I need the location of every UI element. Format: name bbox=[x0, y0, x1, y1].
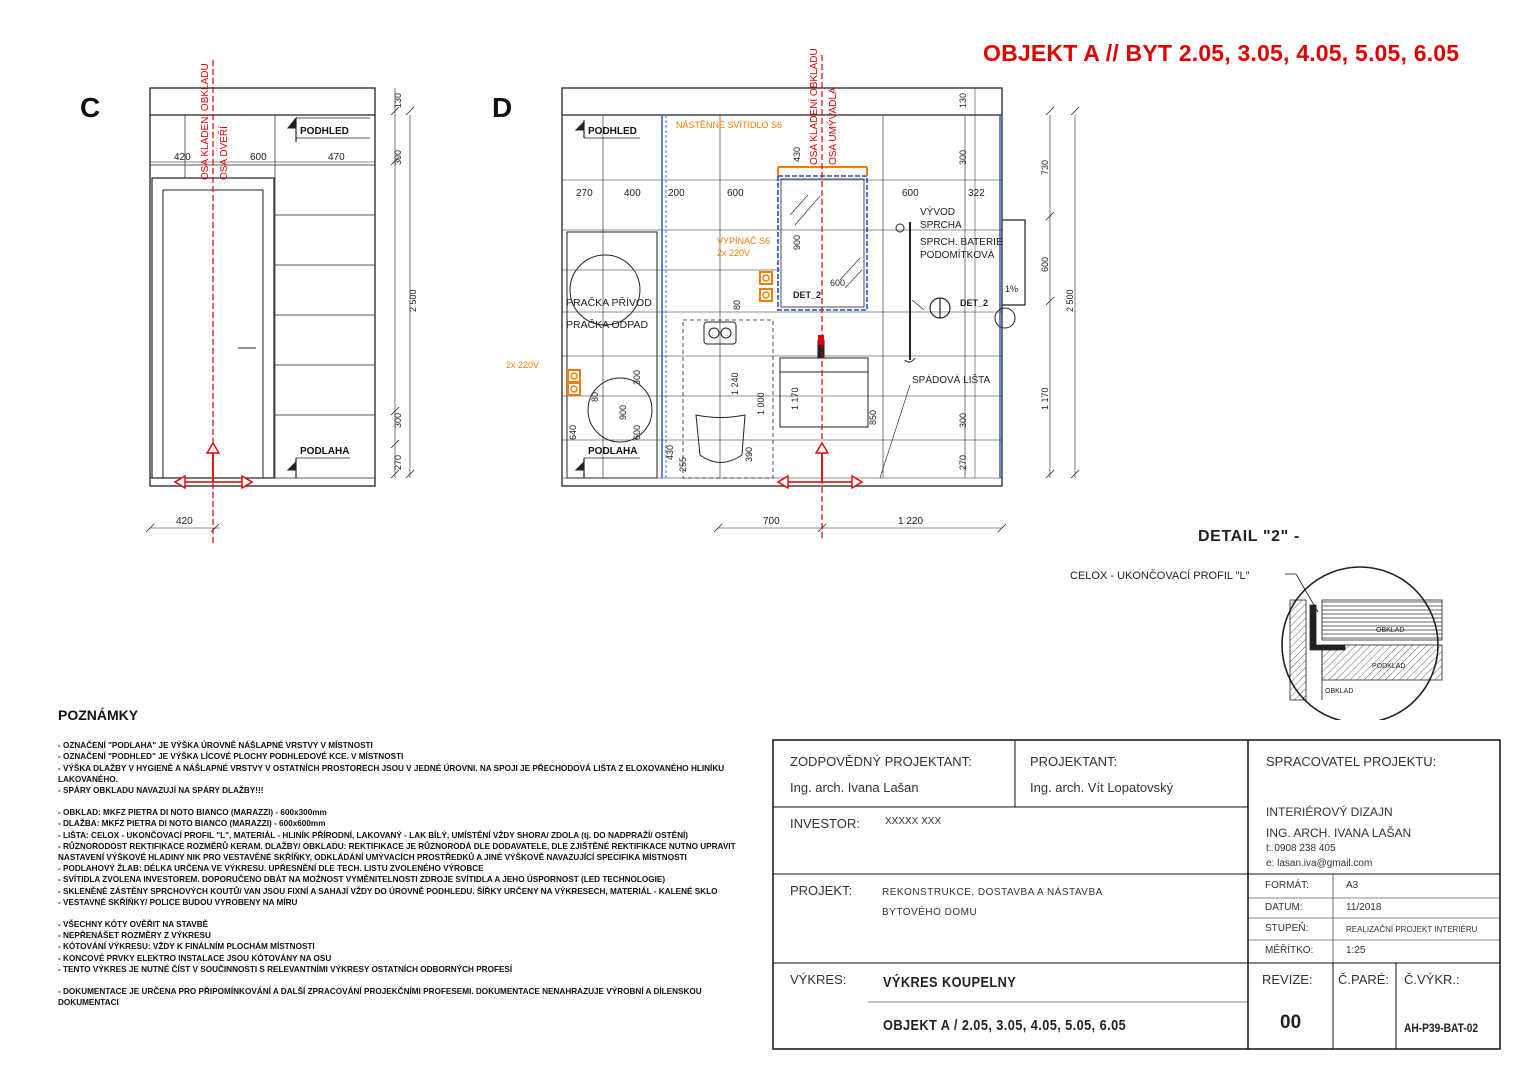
view-d-dim-12: 255 bbox=[678, 456, 688, 472]
view-d-dim-outer-3: 2 500 bbox=[1065, 289, 1075, 312]
tb-vykres-sub: OBJEKT A / 2.05, 3.05, 4.05, 5.05, 6.05 bbox=[883, 1017, 1127, 1034]
tb-zprac-line2: ING. ARCH. IVANA LAŠAN bbox=[1266, 826, 1412, 840]
view-d-dim-outer-4: 1 170 bbox=[1040, 387, 1050, 410]
view-c-axis-label-1: OSA KLADENÍ OBKLADU bbox=[200, 63, 211, 180]
notes-block-3: - VŠECHNY KÓTY OVĚŘIT NA STAVBĚ - NEPŘENÁŠET ROZMĚRY Z VÝKRESU - KÓTOVÁNÍ VÝKRESU: VŽDY K FINÁLNÍM PLOCHÁM MÍSTNOSTI - KONCOVÉ PRVKY ELEKTRO INSTALACE JSOU KÓTOVÁNY NA OSU - TENTO VÝKRES JE NUTNÉ ČÍST V SOUČINNOSTI S RELEVANTNÍMI VÝKRESY OSTATNÍCH ODBORNÝCH PROFESÍ bbox=[58, 920, 513, 974]
view-d-dim-2: 900 bbox=[792, 234, 802, 250]
detail-obklad-label: OBKLAD bbox=[1376, 627, 1405, 634]
tb-zprac-email: e: lasan.iva@gmail.com bbox=[1266, 858, 1373, 869]
view-d-socket-voltage: 2x 220V bbox=[506, 360, 540, 370]
view-d-baterie: SPRCH. BATERIE bbox=[920, 237, 1003, 248]
view-d-dim-14: 430 bbox=[665, 444, 675, 460]
view-c-dim-right-2: 300 bbox=[393, 149, 403, 165]
tb-revize-label: REVIZE: bbox=[1262, 972, 1313, 987]
view-d-dim-bottom-2: 1 220 bbox=[898, 516, 924, 527]
view-c-dim-top-2: 600 bbox=[250, 152, 267, 163]
sheet-title: OBJEKT A // BYT 2.05, 3.05, 4.05, 5.05, 6.05 bbox=[983, 40, 1460, 66]
tb-pare-label: Č.PARÉ: bbox=[1338, 972, 1390, 987]
tb-vykres-label: VÝKRES: bbox=[790, 972, 847, 987]
view-d-dim-18: 270 bbox=[958, 454, 968, 470]
notes-block-1: - OZNAČENÍ "PODLAHA" JE VÝŠKA ÚROVNĚ NÁŠLAPNÉ VRSTVY V MÍSTNOSTI - OZNAČENÍ "PODHLED" JE VÝŠKA LÍCOVÉ PLOCHY PODHLEDOVÉ KCE. V MÍSTNOSTI - VÝŠKA DLAŽBY V HYGIENĚ A NÁŠLAPNÉ VRSTVY V OSTATNÍCH PROSTORECH JSOU V JEDNÉ ÚROVNI. NA SPOJI JE PŘECHODOVÁ LIŠTA Z ELOXOVANÉHO HLINÍKU LAKOVANÉHO. - SPÁRY OBKLADU NAVAZUJÍ NA SPÁRY DLAŽBY!!! bbox=[58, 741, 725, 796]
view-d-podlaha-tag: PODLAHA bbox=[588, 446, 638, 457]
view-d-axis-label-2: OSA UMÝVADLA bbox=[828, 87, 839, 165]
tb-vykres-value: VÝKRES KOUPELNY bbox=[883, 974, 1017, 991]
view-d-det2-left: DET_2 bbox=[793, 290, 822, 300]
view-d-svitidlo-label: NÁSTĚNNÉ SVÍTIDLO S6 bbox=[676, 120, 783, 130]
tb-stupen-label: STUPEŇ: bbox=[1265, 923, 1309, 934]
notes-block-2: - OBKLAD: MKFZ PIETRA DI NOTO BIANCO (MARAZZI) - 600x300mm - DLAŽBA: MKFZ PIETRA DI NOTO BIANCO (MARAZZI) - 600x600mm - LIŠTA: CELOX - UKONČOVACÍ PROFIL "L", MATERIÁL - HLINÍK PŘÍRODNÍ, LAKOVANÝ - LAK BÍLÝ, UMÍSTĚNÍ VŽDY SHORA/ ZDOLA (tj. DO NADPRAŽÍ/ OSTĚNÍ) - RŮZNORODOST REKTIFIKACE ROZMĚRŮ KERAM. DLAŽBY/ OBKLADU: REKTIFIKACE JE RŮZNORODÁ DLE DODAVATELE, DLE ZJIŠTĚNÉ REKTIFIKACE NUTNO UPRAVIT NASTAVENÍ VÝŠKOVÉ HLADINY NIK PRO VESTAVĚNÉ SKŘÍŇKY, ODKLÁDÁNÍ UMÝVACÍCH PROSTŘEDKŮ A JINÉ VÝŠKOVĚ NAVAZUJÍCÍ SPECIFIKA MÍSTNOSTI - PODLAHOVÝ ŽLAB: DÉLKA URČENA VE VÝKRESU. UPŘESNĚNÍ DLE TECH. LISTU ZVOLENÉHO VÝROBCE - SVÍTIDLA ZVOLENA INVESTOREM. DOPORUČENO DBÁT NA MOŽNOST VYMĚNITELNOSTI ZDROJE SVÍTIDLA A JEHO ÚSPORNOST (LED TECHNOLOGIE) - SKLENĚNÉ ZÁSTĚNY SPRCHOVÝCH KOUTŮ/ VAN JSOU FIXNÍ A SAHAJÍ VŽDY DO ÚROVNĚ PODHLEDU. ŠÍŘKY URČENY NA VÝKRESECH, MATERIÁL - KALENÉ SKLO - VESTAVNÉ SKŘÍŇKY/ POLICE BUDOU VYROBENY NA MÍRU bbox=[58, 808, 736, 907]
view-d-podomitkova: PODOMÍTKOVÁ bbox=[920, 250, 995, 261]
view-d-pracka-privod: PRAČKA PŘÍVOD bbox=[566, 297, 652, 309]
tb-datum-value: 11/2018 bbox=[1346, 902, 1382, 913]
view-d-pracka-odpad: PRAČKA ODPAD bbox=[566, 319, 649, 331]
view-d-dim-8: 600 bbox=[632, 424, 642, 440]
view-d-dim-1: 430 bbox=[792, 146, 802, 162]
view-c-axis-label-2: OSA DVEŘÍ bbox=[219, 126, 230, 180]
tb-cvykr-label: Č.VÝKR.: bbox=[1404, 972, 1460, 987]
tb-format-label: FORMÁT: bbox=[1265, 880, 1309, 891]
view-d-dim-top-2: 400 bbox=[624, 188, 641, 199]
view-c-dim-right-5: 270 bbox=[393, 454, 403, 470]
notes-block-4: - DOKUMENTACE JE URČENA PRO PŘIPOMÍNKOVÁNÍ A DALŠÍ ZPRACOVÁNÍ PROJEKČNÍMI PROFESEMI. DOKUMENTACE NENAHRAZUJE VÝROBNÍ A DÍLENSKOU DOKUMENTACI bbox=[58, 987, 702, 1008]
view-d-dim-top-3: 200 bbox=[668, 188, 685, 199]
detail-callout: CELOX - UKONČOVACÍ PROFIL "L" bbox=[1070, 570, 1250, 582]
tb-projekt-line1: REKONSTRUKCE, DOSTAVBA A NÁSTAVBA bbox=[882, 887, 1103, 898]
view-d-dim-6: 640 bbox=[568, 424, 578, 440]
detail-title: DETAIL "2" - bbox=[1198, 528, 1300, 545]
tb-stupen-value: REALIZAČNÍ PROJEKT INTERIÉRU bbox=[1346, 925, 1478, 934]
view-c-podhled-tag: PODHLED bbox=[300, 126, 349, 137]
view-d-slope: 1% bbox=[1005, 284, 1019, 294]
notes-title: POZNÁMKY bbox=[58, 707, 139, 723]
view-d-axis-label-1: OSA KLADENÍ OBKLADU bbox=[809, 48, 820, 165]
tb-investor-value: XXXXX XXX bbox=[885, 816, 942, 827]
view-c-letter: C bbox=[80, 92, 101, 123]
view-d-dim-3: 600 bbox=[830, 278, 846, 288]
tb-zodp-value: Ing. arch. Ivana Lašan bbox=[790, 780, 919, 795]
tb-meritko-label: MĚŘÍTKO: bbox=[1265, 945, 1314, 956]
view-d-podhled-tag: PODHLED bbox=[588, 126, 637, 137]
tb-projekt-label: PROJEKT: bbox=[790, 883, 853, 898]
tb-projekt-line2: BYTOVÉHO DOMU bbox=[882, 907, 978, 918]
view-d-dim-bottom-1: 700 bbox=[763, 516, 780, 527]
tb-zprac-label: SPRACOVATEL PROJEKTU: bbox=[1266, 754, 1437, 769]
view-c-dim-bottom: 420 bbox=[176, 516, 193, 527]
view-d-spadova: SPÁDOVÁ LIŠTA bbox=[912, 375, 991, 386]
view-d-det2-right: DET_2 bbox=[960, 298, 989, 308]
detail-podklad-label: PODKLAD bbox=[1372, 663, 1406, 670]
tb-zodp-label: ZODPOVĚDNÝ PROJEKTANT: bbox=[790, 754, 972, 769]
view-d-dim-13: 390 bbox=[744, 446, 754, 462]
view-d-vypinac-voltage: 2x 220V bbox=[717, 248, 751, 258]
view-d-vypinac-label: VYPÍNAČ S6 bbox=[717, 236, 771, 246]
view-d-dim-20: 130 bbox=[958, 92, 968, 108]
tb-investor-label: INVESTOR: bbox=[790, 816, 860, 831]
tb-datum-label: DATUM: bbox=[1265, 902, 1303, 913]
view-c-podlaha-tag: PODLAHA bbox=[300, 446, 350, 457]
view-d-dim-top-5: 600 bbox=[902, 188, 919, 199]
detail-circle bbox=[1282, 567, 1442, 720]
view-c-dim-top-1: 420 bbox=[174, 152, 191, 163]
view-d-dim-5: 300 bbox=[632, 369, 642, 385]
view-c-dim-right-1: 130 bbox=[393, 92, 403, 108]
tb-meritko-value: 1:25 bbox=[1346, 945, 1366, 956]
view-d-dim-4: 1 170 bbox=[790, 387, 800, 410]
view-d-dim-9: 80 bbox=[590, 391, 600, 402]
view-d-dim-7: 900 bbox=[618, 404, 628, 420]
tb-zprac-phone: t: 0908 238 405 bbox=[1266, 843, 1336, 854]
view-c-dim-right-4: 300 bbox=[393, 412, 403, 428]
view-c-dim-right-3: 2 500 bbox=[408, 289, 418, 312]
view-d-dim-top-6: 322 bbox=[968, 188, 985, 199]
view-d-dim-16: 80 bbox=[732, 299, 742, 310]
view-d-sprcha: SPRCHA bbox=[920, 220, 962, 231]
tb-proj-label: PROJEKTANT: bbox=[1030, 754, 1118, 769]
tb-cvykr-value: AH-P39-BAT-02 bbox=[1404, 1021, 1479, 1035]
tb-revize-value: 00 bbox=[1280, 1012, 1302, 1033]
tb-format-value: A3 bbox=[1346, 880, 1359, 891]
view-d-dim-outer-2: 600 bbox=[1040, 256, 1050, 272]
notes-section bbox=[58, 707, 763, 1008]
view-d-dim-top-1: 270 bbox=[576, 188, 593, 199]
view-d-dim-11: 1 000 bbox=[756, 392, 766, 415]
view-c-dim-top-3: 470 bbox=[328, 152, 345, 163]
view-d-dim-10: 1 240 bbox=[730, 372, 740, 395]
view-d bbox=[562, 88, 1079, 532]
view-d-dim-15: 850 bbox=[868, 409, 878, 425]
tb-proj-value: Ing. arch. Vít Lopatovský bbox=[1030, 780, 1174, 795]
tb-zprac-line1: INTERIÉROVÝ DIZAJN bbox=[1266, 805, 1393, 819]
view-c-axis bbox=[175, 60, 252, 545]
view-d-dim-top-4: 600 bbox=[727, 188, 744, 199]
view-d-dim-outer-1: 730 bbox=[1040, 159, 1050, 175]
view-d-letter: D bbox=[492, 92, 513, 123]
view-d-dim-17: 300 bbox=[958, 412, 968, 428]
detail-obklad-label-2: OBKLAD bbox=[1325, 688, 1354, 695]
view-d-vyvod: VÝVOD bbox=[920, 207, 956, 218]
view-d-dim-19: 300 bbox=[958, 149, 968, 165]
